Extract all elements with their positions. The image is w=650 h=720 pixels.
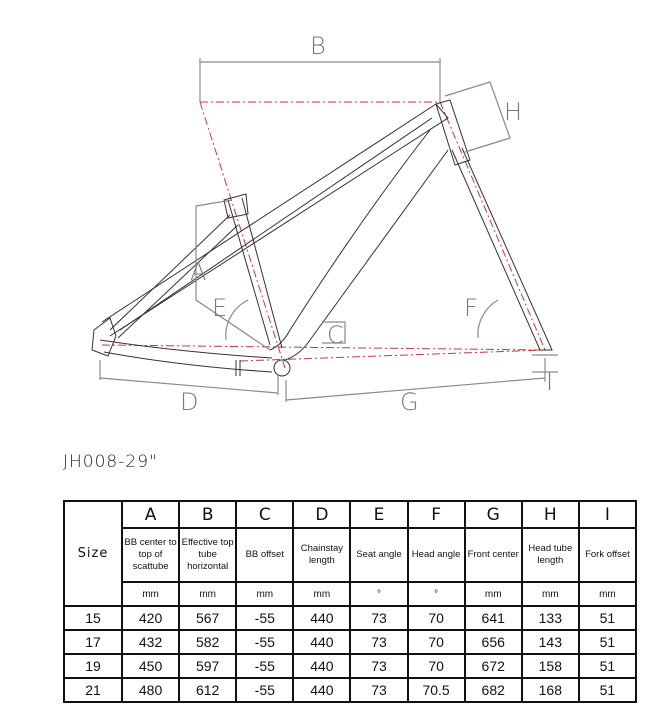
table-letter-row [64, 501, 636, 528]
column-unit-h: mm [522, 582, 579, 606]
dim-label-e: E [212, 294, 228, 322]
column-description-e: Seat angle [350, 528, 407, 582]
value-cell-b: 567 [179, 606, 236, 630]
value-cell-b: 597 [179, 654, 236, 678]
value-cell-d: 440 [293, 606, 350, 630]
value-cell-a: 420 [122, 606, 179, 630]
size-cell: 17 [64, 630, 122, 654]
value-cell-i: 51 [579, 654, 636, 678]
table-unit-row [64, 582, 636, 606]
column-description-g: Front center [465, 528, 522, 582]
value-cell-c: -55 [236, 654, 293, 678]
value-cell-g: 641 [465, 606, 522, 630]
column-letter-g: G [465, 501, 522, 528]
size-header-cell: Size [64, 501, 122, 606]
column-description-b: Effective top tube horizontal [179, 528, 236, 582]
value-cell-h: 133 [522, 606, 579, 630]
column-letter-h: H [522, 501, 579, 528]
size-cell: 21 [64, 678, 122, 702]
column-letter-i: I [579, 501, 636, 528]
value-cell-c: -55 [236, 606, 293, 630]
dim-label-g: G [400, 388, 419, 416]
value-cell-a: 450 [122, 654, 179, 678]
value-cell-d: 440 [293, 630, 350, 654]
column-letter-f: F [408, 501, 465, 528]
column-unit-i: mm [579, 582, 636, 606]
column-letter-e: E [350, 501, 407, 528]
value-cell-e: 73 [350, 630, 407, 654]
value-cell-i: 51 [579, 678, 636, 702]
value-cell-h: 168 [522, 678, 579, 702]
column-description-c: BB offset [236, 528, 293, 582]
column-description-a: BB center to top of scattube [122, 528, 179, 582]
column-description-d: Chainstay length [293, 528, 350, 582]
value-cell-d: 440 [293, 678, 350, 702]
column-description-i: Fork offset [579, 528, 636, 582]
value-cell-h: 143 [522, 630, 579, 654]
value-cell-a: 432 [122, 630, 179, 654]
dimension-lines [100, 58, 558, 402]
column-unit-g: mm [465, 582, 522, 606]
dim-label-f: F [464, 294, 478, 322]
value-cell-g: 682 [465, 678, 522, 702]
dim-label-a: A [190, 258, 207, 286]
value-cell-f: 70 [408, 654, 465, 678]
table-row [64, 654, 636, 678]
value-cell-c: -55 [236, 678, 293, 702]
column-unit-e: ° [350, 582, 407, 606]
column-letter-c: C [236, 501, 293, 528]
value-cell-e: 73 [350, 654, 407, 678]
column-letter-b: B [179, 501, 236, 528]
value-cell-f: 70 [408, 606, 465, 630]
value-cell-d: 440 [293, 654, 350, 678]
bike-frame [92, 100, 552, 376]
column-description-h: Head tube length [522, 528, 579, 582]
table-row [64, 678, 636, 702]
table-row [64, 630, 636, 654]
size-cell: 15 [64, 606, 122, 630]
value-cell-i: 51 [579, 606, 636, 630]
value-cell-b: 612 [179, 678, 236, 702]
value-cell-g: 672 [465, 654, 522, 678]
value-cell-f: 70.5 [408, 678, 465, 702]
value-cell-c: -55 [236, 630, 293, 654]
column-unit-b: mm [179, 582, 236, 606]
dim-label-i: I [546, 368, 554, 396]
value-cell-b: 582 [179, 630, 236, 654]
column-unit-d: mm [293, 582, 350, 606]
geometry-table [63, 500, 637, 703]
dim-label-d: D [180, 388, 199, 416]
column-letter-a: A [122, 501, 179, 528]
column-unit-a: mm [122, 582, 179, 606]
value-cell-e: 73 [350, 606, 407, 630]
column-letter-d: D [293, 501, 350, 528]
size-cell: 19 [64, 654, 122, 678]
value-cell-a: 480 [122, 678, 179, 702]
value-cell-h: 158 [522, 654, 579, 678]
column-unit-c: mm [236, 582, 293, 606]
value-cell-g: 656 [465, 630, 522, 654]
value-cell-f: 70 [408, 630, 465, 654]
value-cell-e: 73 [350, 678, 407, 702]
dim-label-h: H [504, 98, 523, 126]
value-cell-i: 51 [579, 630, 636, 654]
model-title: JH008-29" [63, 452, 158, 472]
dim-label-b: B [310, 32, 326, 60]
column-description-f: Head angle [408, 528, 465, 582]
table-row [64, 606, 636, 630]
table-description-row [64, 528, 636, 582]
column-unit-f: ° [408, 582, 465, 606]
dim-label-c: C [327, 321, 344, 349]
